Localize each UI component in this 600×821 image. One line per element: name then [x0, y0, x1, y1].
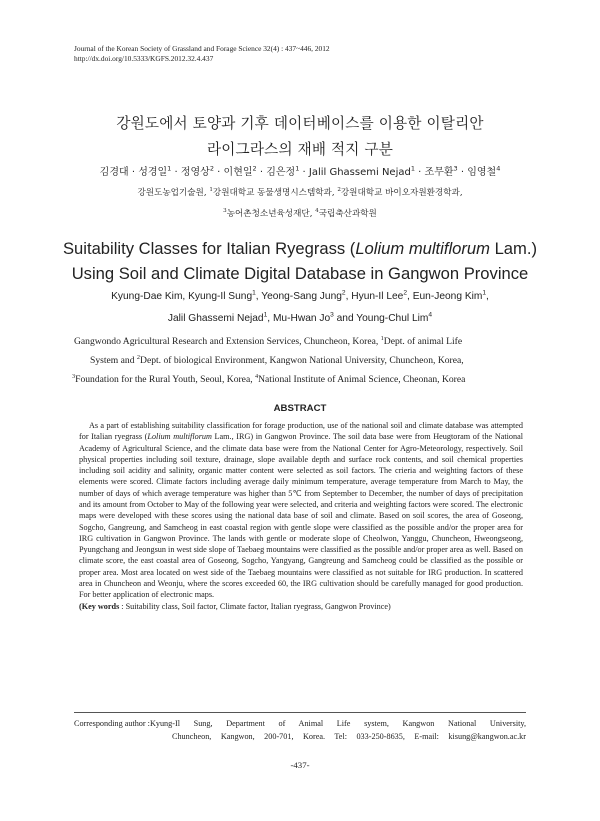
abstract-heading: ABSTRACT: [273, 403, 327, 414]
author-name: 조무환: [424, 167, 454, 178]
author-name: , Hyun-Il Lee: [345, 291, 404, 302]
korean-title-line1: 강원도에서 토양과 기후 데이터베이스를 이용한 이탈리안: [116, 115, 484, 132]
affiliation-mark: 1: [209, 187, 213, 194]
affiliation-text: 국립축산과학원: [318, 209, 377, 219]
journal-header: [74, 44, 534, 63]
author-name: Jalil Ghassemi Nejad: [308, 167, 411, 178]
author-affiliation-mark: 1: [167, 164, 172, 173]
affiliation-text: Foundation for the Rural Youth, Seoul, Korea,: [75, 374, 255, 385]
author-separator: ·: [171, 167, 181, 178]
affiliation-mark: 3: [72, 372, 76, 380]
author-affiliation-mark: 2: [252, 164, 257, 173]
corresponding-line1: Kyung-Il Sung, Department of Animal Life system, Kangwon National University,: [149, 719, 526, 728]
affiliation-text: System and: [90, 355, 137, 366]
author-affiliation-mark: 2: [403, 289, 408, 297]
author-name: 임영철: [467, 167, 497, 178]
author-name: 정영상: [180, 167, 210, 178]
korean-title-line2: 라이그라스의 재배 적지 구분: [206, 141, 394, 158]
author-affiliation-mark: 4: [496, 164, 501, 173]
abstract-body: [79, 420, 523, 612]
author-name: Jalil Ghassemi Nejad: [167, 313, 264, 324]
affiliation-mark: 2: [337, 187, 341, 194]
corresponding-label: Corresponding author :: [74, 719, 150, 728]
doi-link[interactable]: http://dx.doi.org/10.5333/KGFS.2012.32.4.437: [74, 53, 214, 63]
affiliation-text: Dept. of biological Environment, Kangwon National University, Chuncheon, Korea,: [140, 355, 464, 366]
author-name: Kyung-Il Sung: [188, 291, 253, 302]
author-name: 김은정: [266, 167, 296, 178]
author-separator: ·: [299, 167, 309, 178]
author-name: , Mu-Hwan Jo: [267, 313, 331, 324]
affiliation-text: 농어촌청소년육성재단,: [226, 209, 316, 219]
affiliation-text: 강원대학교 동물생명시스템학과,: [212, 188, 338, 198]
author-name: 김경대: [99, 167, 129, 178]
english-affiliation-line3: [72, 374, 526, 385]
english-title-post: Lam.): [489, 239, 537, 258]
author-separator: ·: [213, 167, 224, 178]
korean-authors: [0, 163, 600, 178]
abstract-text: As a part of establishing suitability classification for forage production, use of the national soil and climate database was attempted for Italian ryegrass (: [79, 421, 523, 442]
english-title-species: Lolium multiflorum: [355, 239, 490, 258]
author-name: ,: [486, 291, 489, 302]
author-affiliation-mark: 1: [295, 164, 300, 173]
author-affiliation-mark: 3: [453, 164, 458, 173]
corresponding-line2: Chuncheon, Kangwon, 200-701, Korea. Tel: 033-250-8635, E-mail: kisung@kangwon.ac.kr: [172, 732, 526, 741]
author-affiliation-mark: 2: [209, 164, 214, 173]
abstract-paragraph: [79, 420, 523, 601]
keywords: [79, 601, 523, 612]
footnote-divider: [74, 712, 526, 713]
korean-affiliation-line1: [0, 186, 600, 198]
keywords-text: : Suitability class, Soil factor, Climate factor, Italian ryegrass, Gangwon Province): [119, 601, 391, 611]
affiliation-mark: 1: [380, 334, 384, 342]
affiliation-mark: 4: [255, 372, 259, 380]
affiliation-text: National Institute of Animal Science, Cheonan, Korea: [258, 374, 466, 385]
page-number: -437-: [290, 760, 310, 770]
journal-citation: Journal of the Korean Society of Grassland and Forage Science 32(4) : 437~446, 2012: [74, 44, 330, 53]
english-affiliation-line2: [90, 355, 544, 366]
author-name: , Eun-Jeong Kim: [407, 291, 483, 302]
author-affiliation-mark: 1: [252, 289, 256, 297]
author-separator: ·: [128, 167, 139, 178]
author-name: and Young-Chul Lim: [333, 313, 429, 324]
abstract-text: Lam., IRG) in Gangwon Province. The soil data base were from Heugtoram of the National Academy of Agricultural Science, and the climate data base were from the National Center for Agro-Meteorology, respectively. Soil physical properties including soil texture, drainage, slope available depth and surface rock contents, and soil chemical properties including soil acidity and salinity, organic matter content were selected as soil factors. The crieria and weighting factors of these elements were scored. Climate factors including average daily minimum temperature, average temperature from March to May, the number of days of which average temperature was higher than 5℃ from September to December, the number of days of precipitation and its amount from October to May of the following year were selected, and criteria and weighting factors were scored. The electronic maps were developed with these scores using the national data base of soil and climate. Based on soil scores, the area of Goseong, Sogcho, Gangreung, and Samcheog in east coastal region with gentle slope were classified as the possible and/or the proper area for IRG cultivation in Gangwon Province. The lands with gentle or moderate slope of Cheolwon, Yanggu, Chuncheon, Hweongseong, Pyungchang and Jeongsun in west side slope of Taebaeg mountains were classified as the possible and/or proper area as well. Based on climate score, the east coastal area of Goseong, Sogcho, Yangyang, Gangreung and Samcheog could be classified as the possible or proper area. Most area located on west side of the Taebaeg mountains were classified as not suitable for IRG production. In scattered area in Chuncheon and Weonju, where the scores exceeded 60, the IRG cultivation should be carefully managed for good production. For better application of electronic maps.: [79, 432, 524, 600]
english-authors-line2: [0, 313, 600, 324]
author-name: Kyung-Dae Kim,: [111, 291, 189, 302]
author-name: 성경일: [138, 167, 168, 178]
english-title-line2: Using Soil and Climate Digital Database in Gangwon Province: [71, 264, 529, 283]
author-separator: ·: [414, 167, 425, 178]
english-title-pre: Suitability Classes for Italian Ryegrass (: [62, 239, 356, 258]
author-name: , Yeong-Sang Jung: [255, 291, 342, 302]
author-separator: ·: [256, 167, 267, 178]
affiliation-mark: 3: [223, 208, 227, 215]
keywords-label: (Key words: [79, 601, 120, 611]
english-affiliation-line1: [74, 336, 528, 347]
author-name: 이현일: [223, 167, 253, 178]
korean-affiliation-line2: [0, 207, 600, 219]
corresponding-author: [74, 717, 526, 743]
author-separator: ·: [457, 167, 468, 178]
english-authors-line1: [0, 291, 600, 302]
author-affiliation-mark: 1: [410, 164, 415, 173]
affiliation-text: 강원도농업기술원,: [137, 188, 210, 198]
english-title-line1: [0, 239, 600, 259]
affiliation-text: Gangwondo Agricultural Research and Extension Services, Chuncheon, Korea,: [74, 336, 381, 347]
affiliation-text: Dept. of animal Life: [383, 336, 463, 347]
abstract-species: Lolium multiflorum: [147, 432, 212, 442]
affiliation-text: 강원대학교 바이오자원환경학과,: [340, 188, 463, 198]
author-affiliation-mark: 1: [263, 311, 268, 319]
affiliation-mark: 2: [136, 353, 141, 361]
author-affiliation-mark: 1: [482, 289, 487, 297]
author-affiliation-mark: 4: [428, 311, 433, 319]
affiliation-mark: 4: [315, 208, 319, 215]
author-affiliation-mark: 3: [330, 311, 334, 319]
author-affiliation-mark: 2: [341, 289, 346, 297]
